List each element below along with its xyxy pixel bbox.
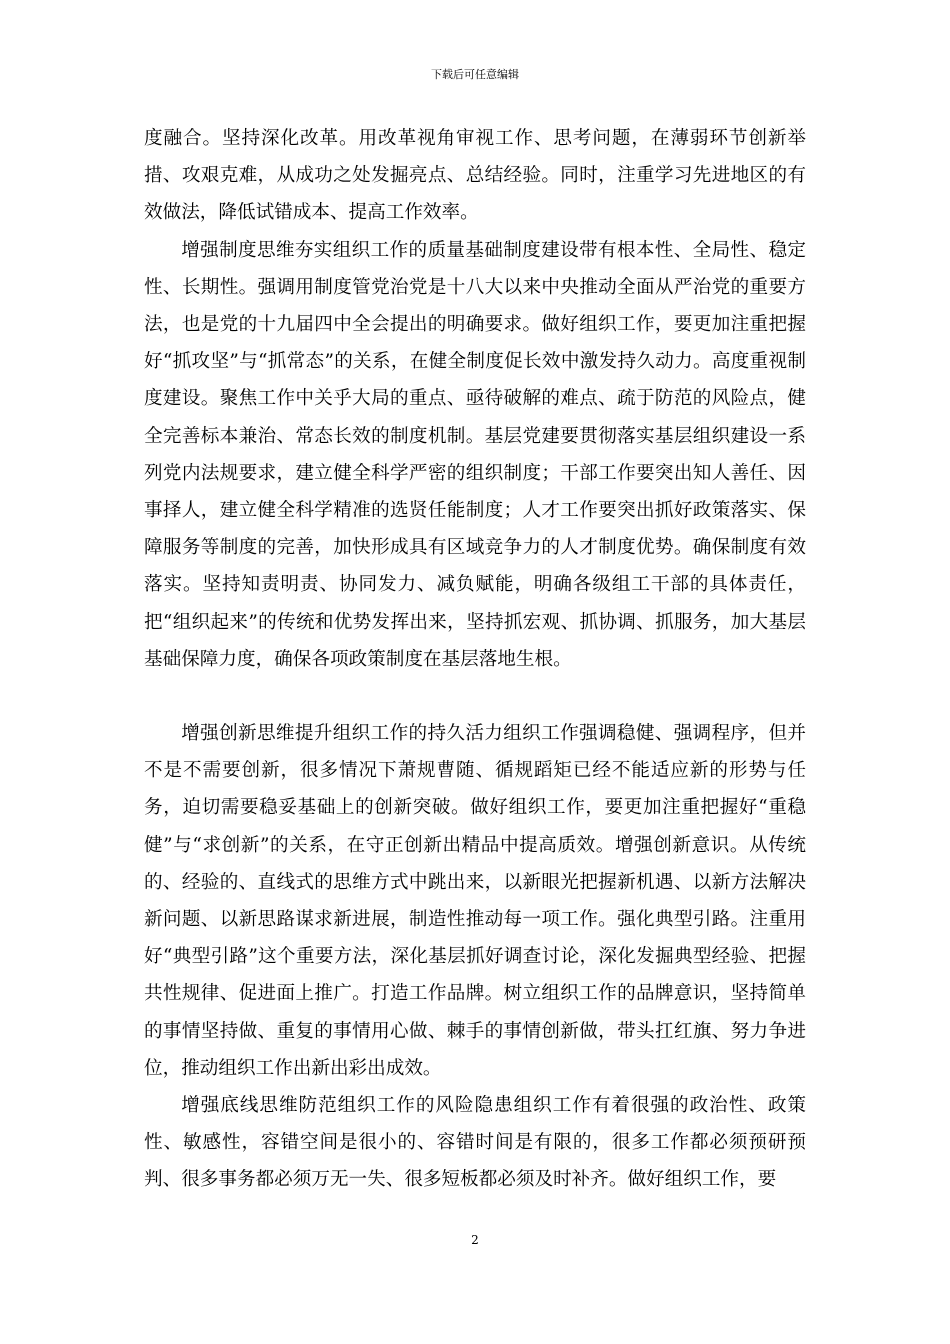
paragraph-institutional-thinking: 增强制度思维夯实组织工作的质量基础制度建设带有根本性、全局性、稳定性、长期性。强调用制度管党治党是十八大以来中央推动全面从严治党的重要方法，也是党的十九届四中全会提出的明确要求。做好组织工作，要更加注重把握好“抓攻坚”与“抓常态”的关系，在健全制度促长效中激发持久动力。高度重视制度建设。聚焦工作中关乎大局的重点、亟待破解的难点、疏于防范的风险点，健全完善标本兼治、常态长效的制度机制。基层党建要贯彻落实基层组织建设一系列党内法规要求，建立健全科学严密的组织制度；干部工作要突出知人善任、因事择人，建立健全科学精准的选贤任能制度；人才工作要突出抓好政策落实、保障服务等制度的完善，加快形成具有区域竞争力的人才制度优势。确保制度有效落实。坚持知责明责、协同发力、减负赋能，明确各级组工干部的具体责任，把“组织起来”的传统和优势发挥出来，坚持抓宏观、抓协调、抓服务，加大基层基础保障力度，确保各项政策制度在基层落地生根。 (144, 239, 806, 670)
paragraph-innovative-thinking: 增强创新思维提升组织工作的持久活力组织工作强调稳健、强调程序，但并不是不需要创新，很多情况下萧规曹随、循规蹈矩已经不能适应新的形势与任务，迫切需要稳妥基础上的创新突破。做好组织工作，要更加注重把握好“重稳健”与“求创新”的关系，在守正创新出精品中提高质效。增强创新意识。从传统的、经验的、直线式的思维方式中跳出来，以新眼光把握新机遇、以新方法解决新问题、以新思路谋求新进展，制造性推动每一项工作。强化典型引路。注重用好“典型引路”这个重要方法，深化基层抓好调查讨论，深化发掘典型经验、把握共性规律、促进面上推广。打造工作品牌。树立组织工作的品牌意识，坚持简单的事情坚持做、重复的事情用心做、棘手的事情创新做，带头扛红旗、努力争进位，推动组织工作出新出彩出成效。 (144, 723, 806, 1079)
page-header: 下载后可任意编辑 (431, 68, 519, 81)
page-number: 2 (471, 1233, 479, 1247)
paragraph-continuation: 度融合。坚持深化改革。用改革视角审视工作、思考问题，在薄弱环节创新举措、攻艰克难，从成功之处发掘亮点、总结经验。同时，注重学习先进地区的有效做法，降低试错成本、提高工作效率。 (144, 128, 806, 224)
paragraph-bottom-line-thinking: 增强底线思维防范组织工作的风险隐患组织工作有着很强的政治性、政策性、敏感性，容错空间是很小的、容错时间是有限的，很多工作都必须预研预判、很多事务都必须万无一失、很多短板都必须及时补齐。做好组织工作，要 (144, 1095, 806, 1191)
document-body (144, 120, 806, 1199)
